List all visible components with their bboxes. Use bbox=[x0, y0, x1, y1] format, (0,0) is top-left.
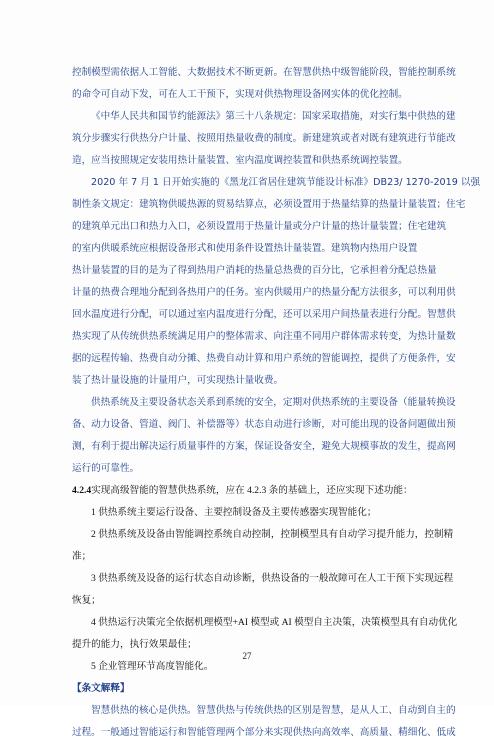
clause-number: 4.2.4 bbox=[72, 485, 92, 496]
text-line: 供热系统及主要设备状态关系到系统的安全，定期对供热系统的主要设备（能量转换设 bbox=[91, 397, 456, 408]
text-line: 的建筑单元出口和热力入口，必须设置用于热量计量或分户计量的热计量装置；住宅建筑 bbox=[72, 221, 447, 232]
text-line: 的室内供暖系统应根据设备形式和使用条件设置热计量装置。建筑物内热用户设置 bbox=[72, 243, 418, 254]
text-line: 控制模型需依据人工智能、大数据技术不断更新。在智慧供热中级智能阶段，智能控制系统 bbox=[72, 67, 456, 78]
page-content bbox=[72, 62, 481, 744]
clause-item: 4 供热运行决策完全依据机理模型+AI 模型或 AI 模型自主决策，决策模型具有自动优化 bbox=[91, 617, 458, 628]
text-line: 装了热计量设施的计量用户，可实现热计量收费。 bbox=[72, 375, 284, 386]
text-line: 《中华人民共和国节约能源法》第三十八条规定：国家采取措施，对实行集中供热的建 bbox=[91, 111, 456, 122]
clause-text: 实现高级智能的智慧供热系统，应在 4.2.3 条的基础上，还应实现下述功能： bbox=[91, 485, 413, 496]
explanation-tag: 【条文解释】 bbox=[72, 683, 130, 694]
clause-item: 3 供热系统及设备的运行状态自动诊断，供热设备的一般故障可在人工干预下实现远程 bbox=[91, 573, 454, 584]
text-line: 热计量装置的目的是为了得到热用户消耗的热量总热费的百分比，它承担着分配总热量 bbox=[72, 265, 437, 276]
page-number: 27 bbox=[242, 651, 252, 661]
text-line: 测，有利于提出解决运行质量事件的方案，保证设备安全，避免大规模事故的发生，提高网 bbox=[72, 441, 456, 452]
explanation-heading bbox=[72, 678, 434, 700]
text-line: 据的远程传输、热费自动分摊、热费自动计算和用户系统的智能调控，提供了方便条件，安 bbox=[72, 353, 456, 364]
text-line: 造，应当按照规定安装用热计量装置、室内温度调控装置和供热系统调控装置。 bbox=[72, 155, 408, 166]
clause-item: 1 供热系统主要运行设备、主要控制设备及主要传感器实现智能化； bbox=[91, 507, 377, 518]
clause-item: 2 供热系统及设备由智能调控系统自动控制，控制模型具有自动学习提升能力，控制精 bbox=[91, 529, 454, 540]
text-line: 运行的可靠性。 bbox=[72, 463, 140, 474]
text-line: 热实现了从传统供热系统满足用户的整体需求、向注重不同用户群体需求转变，为热计量数 bbox=[72, 331, 456, 342]
clause-item: 5 企业管理环节高度智能化。 bbox=[91, 661, 214, 672]
clause-item-cont: 恢复； bbox=[72, 595, 101, 606]
clause-item-cont: 提升的能力，执行效果最佳； bbox=[72, 639, 197, 650]
text-line: 2020 年 7 月 1 日开始实施的《黑龙江省居住建筑节能设计标准》DB23/ 1270-2019 以强 bbox=[91, 177, 481, 188]
text-line: 智慧供热的核心是供热。智慧供热与传统供热的区别是智慧，是从人工、自动到自主的 bbox=[91, 705, 456, 716]
text-line: 备、动力设备、管道、阀门、补偿器等）状态自动进行诊断，对可能出现的设备问题做出预 bbox=[72, 419, 456, 430]
clause-item-cont: 准； bbox=[72, 551, 92, 562]
text-line: 过程。一般通过智能运行和智能管理两个部分来实现供热向高效率、高质量、精细化、低成 bbox=[72, 727, 456, 738]
text-line: 筑分步骤实行供热分户计量、按照用热量收费的制度。新建建筑或者对既有建筑进行节能改 bbox=[72, 133, 456, 144]
text-line: 制性条文规定：建筑物供暖热源的贸易结算点，必须设置用于热量结算的热量计量装置；住宅 bbox=[72, 199, 466, 210]
text-line: 计量的热费合理地分配到各热用户的任务。室内供暖用户的热量分配方法很多，可以利用供 bbox=[72, 287, 456, 298]
clause-heading bbox=[72, 480, 434, 502]
text-line: 的命令可自动下发，可在人工干预下，实现对供热物理设备网实体的优化控制。 bbox=[72, 89, 408, 100]
text-line: 回水温度进行分配，可以通过室内温度进行分配，还可以采用户间热量表进行分配。智慧供 bbox=[72, 309, 456, 320]
